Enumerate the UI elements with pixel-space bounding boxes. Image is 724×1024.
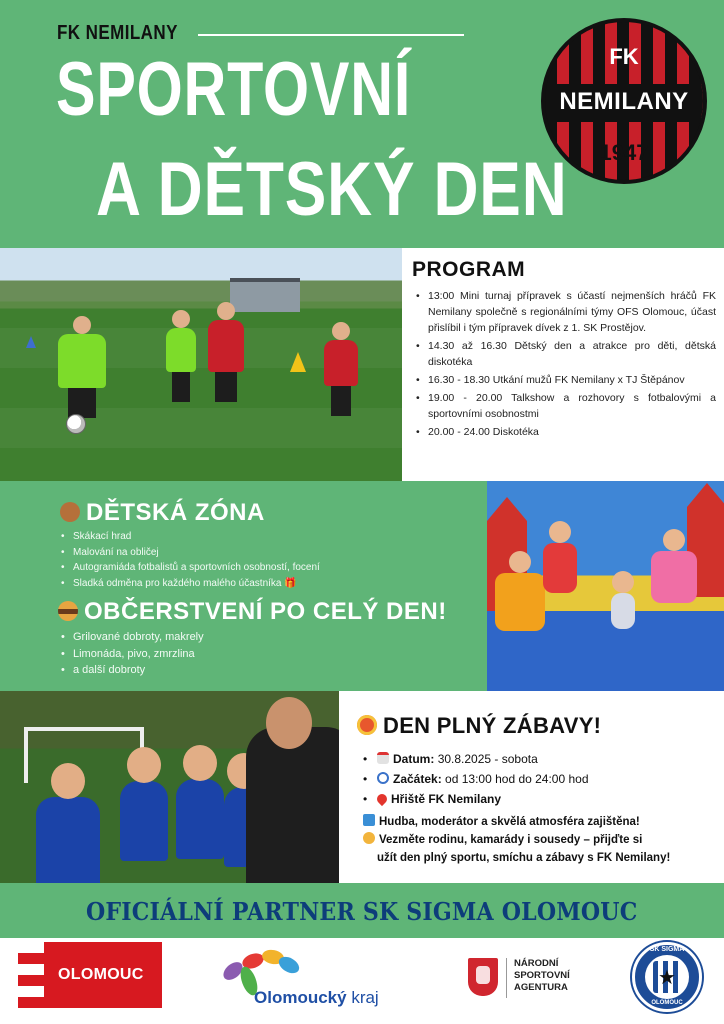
- partner-text: OFICIÁLNÍ PARTNER SK SIGMA OLOMOUC: [86, 897, 638, 926]
- event-details-panel: [339, 691, 724, 883]
- poster-header: [0, 0, 724, 248]
- list-item: • Skákací hrad: [60, 529, 320, 545]
- logo-name-text: NEMILANY: [559, 88, 689, 115]
- kids-zone-section: [0, 481, 487, 691]
- olomouc-city-logo: OLOMOUC: [18, 942, 162, 1008]
- program-item: • 13:00 Mini turnaj přípravek s účastí nejmenších hráčů FK Nemilany společně s regionálními týmy OFS Olomouc, účast přislíbil i tým přípravek dívek z 1. SK Prostějov.: [414, 288, 716, 336]
- teddy-bear-icon: [60, 502, 80, 522]
- partner-banner: [0, 883, 724, 938]
- clock-icon: [377, 772, 389, 784]
- sk-sigma-olomouc-logo: ★ SK SIGMA OLOMOUC: [632, 942, 702, 1012]
- event-start: • Začátek: od 13:00 hod do 24:00 hod: [363, 769, 589, 789]
- calendar-icon: [377, 752, 389, 764]
- event-date: • Datum: 30.8.2025 - sobota: [363, 749, 589, 769]
- kids-football-photo: [0, 248, 402, 481]
- event-location: • Hřiště FK Nemilany: [363, 789, 589, 809]
- event-details-list: [363, 749, 589, 809]
- czech-lion-icon: [468, 958, 498, 996]
- program-list: [414, 288, 716, 442]
- list-item: • Autogramiáda fotbalistů a sportovních osobností, focení: [60, 560, 320, 576]
- olomoucky-kraj-logo: [214, 948, 404, 1010]
- program-heading: PROGRAM: [412, 258, 526, 281]
- sponsor-logos-bar: [0, 938, 724, 1024]
- medal-ceremony-photo: [0, 691, 339, 883]
- narodni-sportovni-agentura-logo: NÁRODNÍ SPORTOVNÍ AGENTURA: [468, 958, 578, 1002]
- program-item: • 19.00 - 20.00 Talkshow a rozhovory s fotbalovými a sportovními osobnostmi: [414, 390, 716, 422]
- star-icon: ★: [658, 967, 676, 989]
- header-divider: [198, 34, 464, 36]
- fk-nemilany-logo: [541, 18, 707, 184]
- food-heading: OBČERSTVENÍ PO CELÝ DEN!: [58, 598, 447, 626]
- list-item: • a další dobroty: [60, 662, 204, 679]
- list-item: • Grilované dobroty, makrely: [60, 629, 204, 646]
- program-item: • 14.30 až 16.30 Dětský den a atrakce pro děti, dětská diskotéka: [414, 338, 716, 370]
- invite-line-2: užít den plný sportu, smíchu a zábavy s FK Nemilany!: [377, 852, 671, 864]
- logo-fk-text: FK: [609, 44, 639, 69]
- poster-title-line1: SPORTOVNÍ: [56, 47, 412, 132]
- fun-heading: DEN PLNÝ ZÁBAVY!: [357, 713, 601, 739]
- football-ball: [66, 414, 86, 434]
- list-item: • Malování na obličej: [60, 545, 320, 561]
- collision-icon: [357, 715, 377, 735]
- list-item: • Limonáda, pivo, zmrzlina: [60, 646, 204, 663]
- food-list: [60, 629, 204, 679]
- program-item: • 20.00 - 24.00 Diskotéka: [414, 424, 716, 440]
- burger-icon: [58, 601, 78, 621]
- program-item: • 16.30 - 18.30 Utkání mužů FK Nemilany x TJ Štěpánov: [414, 372, 716, 388]
- club-name: FK NEMILANY: [57, 22, 178, 44]
- bouncy-castle-photo: [487, 481, 724, 691]
- list-item: • Sladká odměna pro každého malého účastníka 🎁: [60, 576, 320, 592]
- pin-icon: [375, 792, 389, 806]
- pointing-hand-icon: [363, 832, 375, 844]
- program-panel: [402, 248, 724, 481]
- logo-year-text: 1947: [599, 140, 649, 165]
- music-line: Hudba, moderátor a skvělá atmosféra zajištěna!: [363, 813, 713, 831]
- kids-zone-heading: DĚTSKÁ ZÓNA: [60, 499, 265, 527]
- poster-title-line2: A DĚTSKÝ DEN: [96, 147, 568, 232]
- invite-line: Vezměte rodinu, kamarády i sousedy – přijďte si: [363, 831, 713, 849]
- kraj-text: Olomoucký kraj: [254, 988, 379, 1007]
- music-notes-icon: [363, 814, 375, 826]
- kids-zone-list: [60, 529, 320, 591]
